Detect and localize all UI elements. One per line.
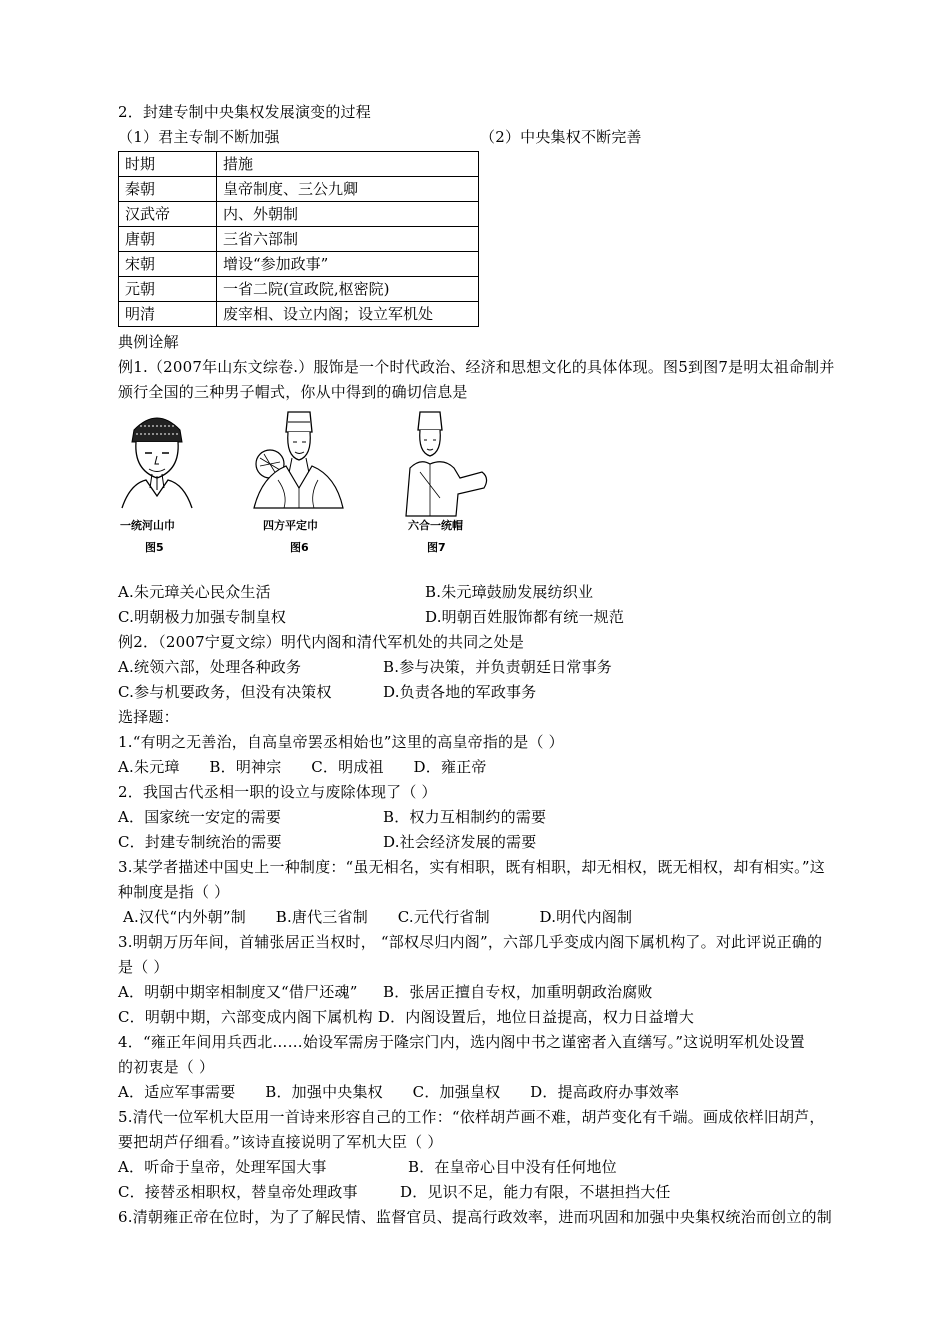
- table-row: [119, 277, 479, 302]
- question-5-option-a: A．听命于皇帝，处理军国大事: [118, 1158, 327, 1176]
- choice-title: 选择题：: [118, 708, 179, 726]
- example2-stem: 例2．（2007宁夏文综）明代内阁和清代军机处的共同之处是: [118, 633, 525, 651]
- question-3b-option-a: A．明朝中期宰相制度又“借尸还魂”: [118, 983, 358, 1001]
- question-2-option-b: B．权力互相制约的需要: [383, 808, 547, 826]
- table-cell: 皇帝制度、三公九卿: [217, 177, 479, 202]
- figure-6-caption: 图6: [290, 541, 309, 554]
- question-1-options: A.朱元璋 B．明神宗 C．明成祖 D．雍正帝: [118, 758, 487, 776]
- figure-7: [400, 408, 495, 518]
- example1-option-d: D.明朝百姓服饰都有统一规范: [425, 608, 625, 626]
- table-cell: 明清: [119, 302, 217, 327]
- figure-5: [112, 408, 202, 513]
- question-2-option-c: C．封建专制统治的需要: [118, 833, 282, 851]
- man-with-tall-hat-illustration: [400, 408, 495, 518]
- question-5-option-c: C．接替丞相职权，替皇帝处理政事: [118, 1183, 358, 1201]
- example2-option-b: B.参与决策，并负责朝廷日常事务: [383, 658, 612, 676]
- example1-option-a: A.朱元璋关心民众生活: [118, 583, 271, 601]
- figure-6-label: 四方平定巾: [263, 519, 318, 532]
- subheading-monarchy: （1）君主专制不断加强: [118, 128, 280, 146]
- example1-stem: 例1.（2007年山东文综卷.）服饰是一个时代政治、经济和思想文化的具体体现。图5到图7是明太祖命制并: [118, 358, 835, 376]
- table-row: [119, 227, 479, 252]
- question-3a-stem-cont: 种制度是指（ ）: [118, 883, 230, 901]
- table-cell: 秦朝: [119, 177, 217, 202]
- table-row: [119, 252, 479, 277]
- table-header-row: [119, 152, 479, 177]
- table-row: [119, 177, 479, 202]
- table-cell: 唐朝: [119, 227, 217, 252]
- table-cell: 三省六部制: [217, 227, 479, 252]
- example2-option-c: C.参与机要政务，但没有决策权: [118, 683, 332, 701]
- question-3a-stem: 3.某学者描述中国史上一种制度：“虽无相名，实有相职，既有相职，却无相权，既无相权，却有相实。”这: [118, 858, 825, 876]
- example2-option-d: D.负责各地的军政事务: [383, 683, 537, 701]
- question-3b-option-cd: C．明朝中期，六部变成内阁下属机构 D．内阁设置后，地位日益提高，权力日益增大: [118, 1008, 695, 1026]
- question-4-stem: 4．“雍正年间用兵西北……始设军需房于隆宗门内，选内阁中书之谨密者入直缮写。”这说明军机处设置: [118, 1033, 805, 1051]
- table-header: 措施: [217, 152, 479, 177]
- table-cell: 汉武帝: [119, 202, 217, 227]
- table-cell: 增设“参加政事”: [217, 252, 479, 277]
- measures-table: [118, 151, 479, 327]
- figure-5-label: 一统河山巾: [120, 519, 175, 532]
- table-row: [119, 302, 479, 327]
- question-5-stem: 5.清代一位军机大臣用一首诗来形容自己的工作：“依样胡芦画不难，胡芦变化有千端。画成依样旧胡芦，: [118, 1108, 825, 1126]
- question-3b-stem: 3.明朝万历年间，首辅张居正当权时， “部权尽归内阁”，六部几乎变成内阁下属机构了。对此评说正确的: [118, 933, 823, 951]
- example1-option-c: C.明朝极力加强专制皇权: [118, 608, 287, 626]
- question-5-option-d: D．见识不足，能力有限，不堪担挡大任: [400, 1183, 671, 1201]
- scholar-with-fan-illustration: [248, 408, 348, 513]
- question-3b-option-b: B．张居正擅自专权，加重明朝政治腐败: [383, 983, 653, 1001]
- table-cell: 废宰相、设立内阁；设立军机处: [217, 302, 479, 327]
- table-header: 时期: [119, 152, 217, 177]
- question-2-option-a: A．国家统一安定的需要: [118, 808, 282, 826]
- table-cell: 一省二院(宣政院,枢密院): [217, 277, 479, 302]
- table-row: [119, 202, 479, 227]
- figure-6: [248, 408, 348, 513]
- question-2-option-d: D.社会经济发展的需要: [383, 833, 537, 851]
- subheading-centralization: （2）中央集权不断完善: [480, 128, 642, 146]
- question-5-option-b: B．在皇帝心目中没有任何地位: [408, 1158, 617, 1176]
- question-1-stem: 1.“有明之无善治，自高皇帝罢丞相始也”这里的高皇帝指的是（ ）: [118, 733, 564, 751]
- section-heading: 2．封建专制中央集权发展演变的过程: [118, 103, 371, 121]
- example1-option-b: B.朱元璋鼓励发展纺织业: [425, 583, 594, 601]
- man-with-hat-illustration: [112, 408, 202, 513]
- figure-7-label: 六合一统帽: [408, 519, 463, 532]
- figure-7-caption: 图7: [427, 541, 446, 554]
- question-3a-options: A.汉代“内外朝”制 B.唐代三省制 C.元代行省制 D.明代内阁制: [118, 908, 633, 926]
- question-5-stem-cont: 要把胡芦仔细看。”该诗直接说明了军机大臣（ ）: [118, 1133, 443, 1151]
- example2-option-a: A.统领六部，处理各种政务: [118, 658, 302, 676]
- example1-stem-cont: 颁行全国的三种男子帽式，你从中得到的确切信息是: [118, 383, 468, 401]
- table-cell: 元朝: [119, 277, 217, 302]
- question-2-stem: 2．我国古代丞相一职的设立与废除体现了（ ）: [118, 783, 437, 801]
- question-3b-stem-cont: 是（ ）: [118, 958, 169, 976]
- question-4-stem-cont: 的初衷是（ ）: [118, 1058, 215, 1076]
- figure-5-caption: 图5: [145, 541, 164, 554]
- table-cell: 内、外朝制: [217, 202, 479, 227]
- question-6-stem: 6.清朝雍正帝在位时，为了了解民情、监督官员、提高行政效率，进而巩固和加强中央集权统治而创立的制: [118, 1208, 832, 1226]
- question-4-options: A．适应军事需要 B．加强中央集权 C．加强皇权 D．提高政府办事效率: [118, 1083, 680, 1101]
- examples-title: 典例诠解: [118, 333, 179, 351]
- table-cell: 宋朝: [119, 252, 217, 277]
